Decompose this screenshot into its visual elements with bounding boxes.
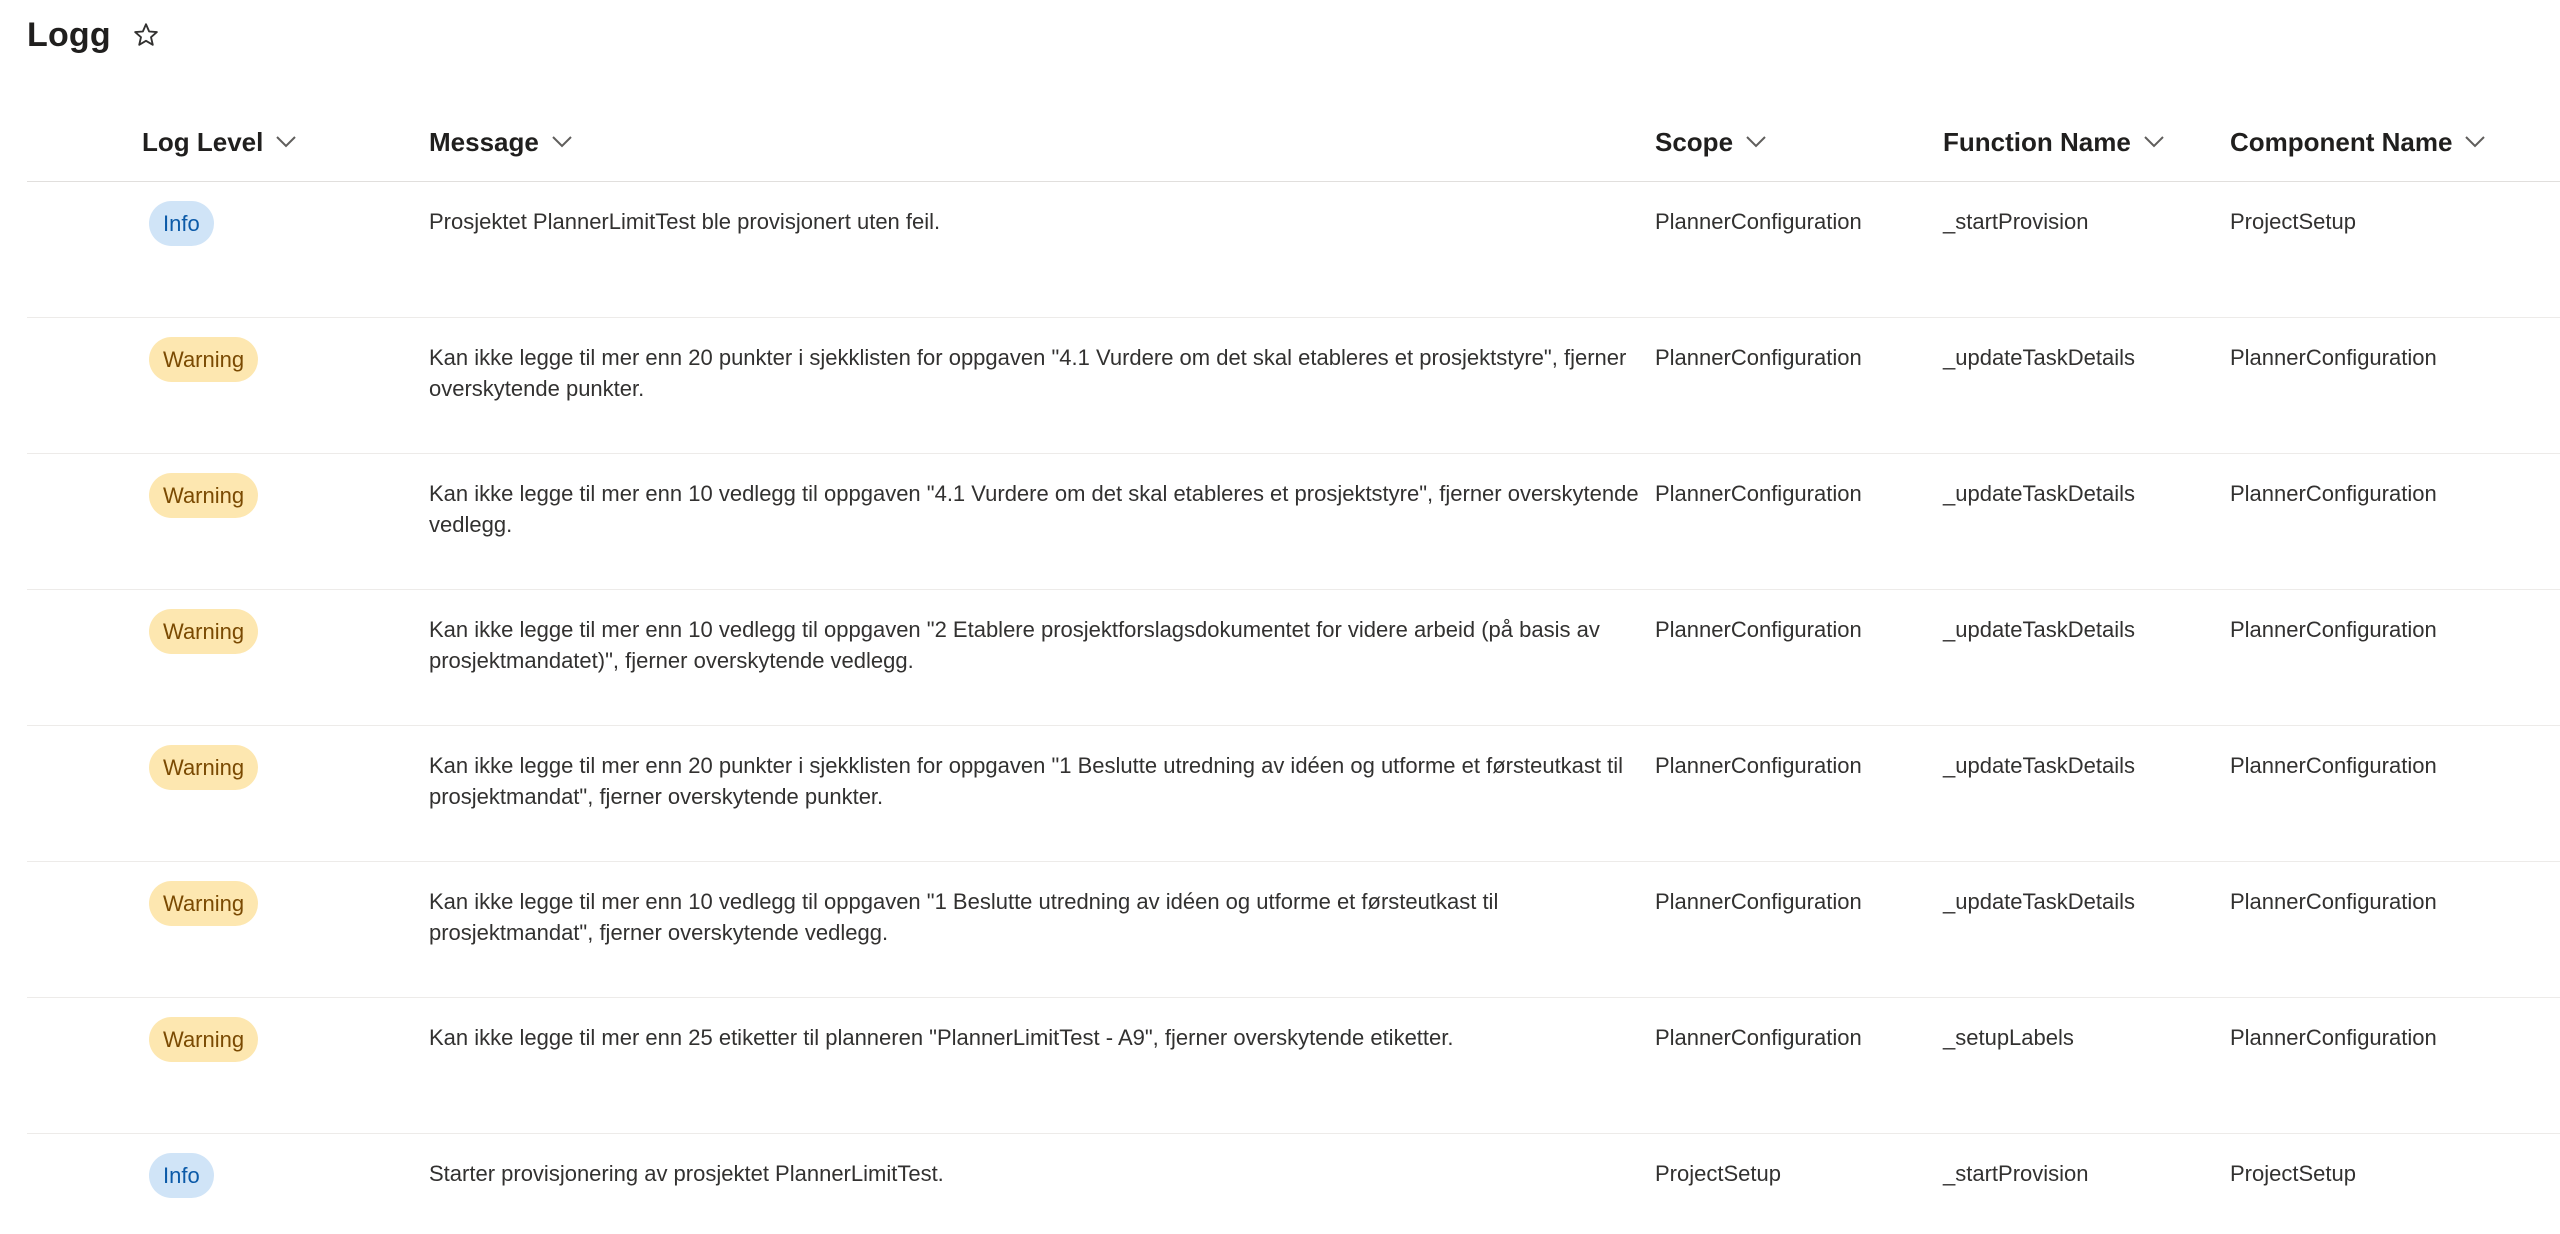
scope-cell: ProjectSetup — [1655, 1161, 1781, 1186]
table-row[interactable] — [27, 318, 2560, 454]
component-name-cell: PlannerConfiguration — [2230, 617, 2437, 642]
column-header-function-name[interactable] — [1943, 122, 2165, 162]
component-name-cell: PlannerConfiguration — [2230, 889, 2437, 914]
log-level-badge: Warning — [149, 881, 258, 926]
column-header-scope[interactable] — [1655, 122, 1767, 162]
column-header-component-name[interactable] — [2230, 122, 2486, 162]
component-name-cell: ProjectSetup — [2230, 209, 2356, 234]
message-cell: Prosjektet PlannerLimitTest ble provisjonert uten feil. — [429, 209, 941, 234]
log-level-cell — [149, 337, 258, 382]
title-bar — [27, 10, 161, 60]
function-name-cell: _startProvision — [1943, 1161, 2089, 1186]
chevron-down-icon — [2143, 131, 2165, 153]
message-cell: Kan ikke legge til mer enn 25 etiketter til planneren "PlannerLimitTest - A9", fjerner overskytende etiketter. — [429, 1025, 1454, 1050]
column-header-message[interactable] — [429, 122, 573, 162]
scope-cell: PlannerConfiguration — [1655, 1025, 1862, 1050]
scope-cell: PlannerConfiguration — [1655, 889, 1862, 914]
message-cell: Kan ikke legge til mer enn 10 vedlegg til oppgaven "2 Etablere prosjektforslagsdokumentet for videre arbeid (på basis av prosjektmandatet)", fjerner overskytende vedlegg. — [429, 617, 1600, 673]
message-cell: Kan ikke legge til mer enn 10 vedlegg til oppgaven "1 Beslutte utredning av idéen og utforme et førsteutkast til prosjektmandat", fjerner overskytende vedlegg. — [429, 889, 1499, 945]
log-level-badge: Info — [149, 201, 214, 246]
column-header-label: Function Name — [1943, 126, 2131, 157]
function-name-cell: _updateTaskDetails — [1943, 345, 2136, 370]
table-row[interactable] — [27, 862, 2560, 998]
scope-cell: PlannerConfiguration — [1655, 617, 1862, 642]
scope-cell: PlannerConfiguration — [1655, 753, 1862, 778]
log-level-cell — [149, 745, 258, 790]
message-cell: Starter provisjonering av prosjektet PlannerLimitTest. — [429, 1161, 944, 1186]
log-level-badge: Warning — [149, 745, 258, 790]
column-header-label: Scope — [1655, 126, 1734, 157]
column-header-label: Message — [429, 126, 539, 157]
table-row[interactable] — [27, 998, 2560, 1134]
chevron-down-icon — [1745, 131, 1767, 153]
log-level-cell — [149, 609, 258, 654]
log-level-cell — [149, 1153, 214, 1198]
function-name-cell: _updateTaskDetails — [1943, 617, 2136, 642]
chevron-down-icon — [551, 131, 573, 153]
log-level-badge: Warning — [149, 1017, 258, 1062]
column-header-log-level[interactable] — [142, 122, 297, 162]
scope-cell: PlannerConfiguration — [1655, 481, 1862, 506]
function-name-cell: _updateTaskDetails — [1943, 889, 2136, 914]
column-header-label: Component Name — [2230, 126, 2453, 157]
scope-cell: PlannerConfiguration — [1655, 209, 1862, 234]
component-name-cell: ProjectSetup — [2230, 1161, 2356, 1186]
message-cell: Kan ikke legge til mer enn 20 punkter i sjekklisten for oppgaven "1 Beslutte utredning av idéen og utforme et førsteutkast til prosjektmandat", fjerner overskytende punkter. — [429, 753, 1624, 809]
component-name-cell: PlannerConfiguration — [2230, 481, 2437, 506]
log-level-cell — [149, 473, 258, 518]
scope-cell: PlannerConfiguration — [1655, 345, 1862, 370]
log-level-badge: Warning — [149, 337, 258, 382]
table-row[interactable] — [27, 726, 2560, 862]
message-cell: Kan ikke legge til mer enn 20 punkter i sjekklisten for oppgaven "4.1 Vurdere om det skal etableres et prosjektstyre", fjerner overskytende punkter. — [429, 345, 1627, 401]
table-row[interactable] — [27, 182, 2560, 318]
table-row[interactable] — [27, 454, 2560, 590]
table-header-row — [27, 100, 2560, 182]
favorite-star-icon[interactable] — [131, 20, 161, 50]
component-name-cell: PlannerConfiguration — [2230, 345, 2437, 370]
chevron-down-icon — [275, 131, 297, 153]
log-level-badge: Warning — [149, 473, 258, 518]
log-level-badge: Warning — [149, 609, 258, 654]
function-name-cell: _updateTaskDetails — [1943, 753, 2136, 778]
log-level-cell — [149, 881, 258, 926]
page-title: Logg — [27, 15, 111, 54]
log-level-badge: Info — [149, 1153, 214, 1198]
function-name-cell: _setupLabels — [1943, 1025, 2074, 1050]
column-header-label: Log Level — [142, 126, 264, 157]
chevron-down-icon — [2464, 131, 2486, 153]
component-name-cell: PlannerConfiguration — [2230, 1025, 2437, 1050]
log-table — [27, 100, 2560, 1234]
message-cell: Kan ikke legge til mer enn 10 vedlegg til oppgaven "4.1 Vurdere om det skal etableres et prosjektstyre", fjerner overskytende vedlegg. — [429, 481, 1639, 537]
table-row[interactable] — [27, 590, 2560, 726]
log-level-cell — [149, 1017, 258, 1062]
function-name-cell: _startProvision — [1943, 209, 2089, 234]
component-name-cell: PlannerConfiguration — [2230, 753, 2437, 778]
log-level-cell — [149, 201, 214, 246]
table-row[interactable] — [27, 1134, 2560, 1234]
function-name-cell: _updateTaskDetails — [1943, 481, 2136, 506]
